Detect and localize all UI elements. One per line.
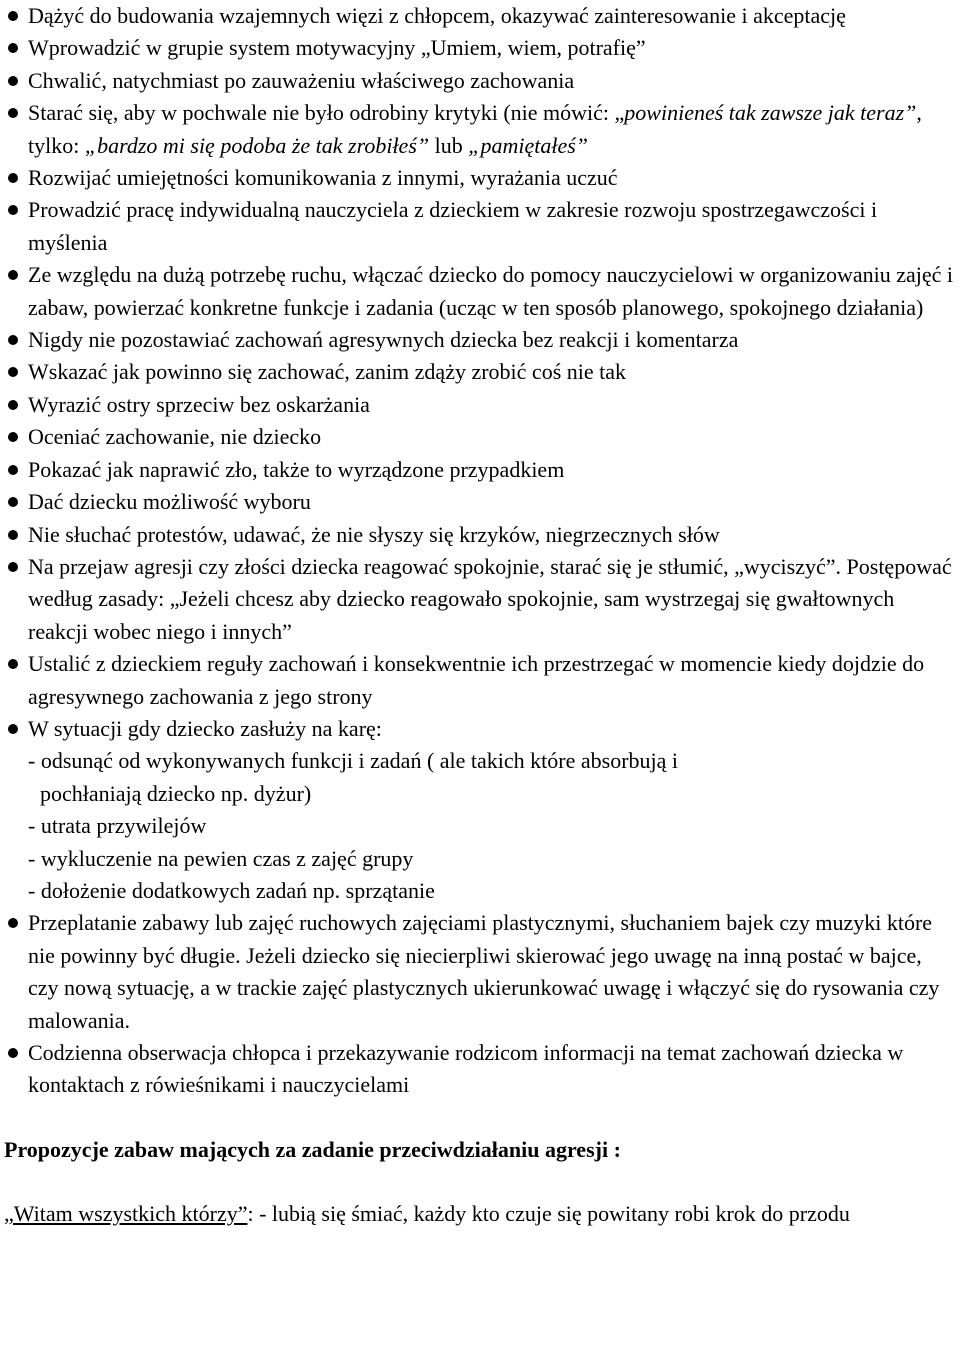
bullet-icon [8, 335, 18, 345]
bullet-icon [8, 465, 18, 475]
list-item: Ze względu na dużą potrzebę ruchu, włączać dziecko do pomocy nauczycielowi w organizowaniu zajęć i zabaw, powierzać konkretne funkcje i zadania (ucząc w ten sposób planowego, spokojnego działania) [4, 259, 956, 324]
penalty-item: - dołożenie dodatkowych zadań np. sprzątanie [28, 877, 435, 903]
penalty-item: - odsunąć od wykonywanych funkcji i zadań ( ale takich które absorbują i [28, 748, 679, 774]
penalty-item-continued: pochłaniają dziecko np. dyżur) [40, 780, 312, 806]
list-item: Prowadzić pracę indywidualną nauczyciela z dzieckiem w zakresie rozwoju spostrzegawczości i myślenia [4, 194, 956, 259]
list-item: Dążyć do budowania wzajemnych więzi z chłopcem, okazywać zainteresowanie i akceptację [4, 0, 956, 32]
list-item: Wyrazić ostry sprzeciw bez oskarżania [4, 389, 956, 421]
bullet-icon [8, 562, 18, 572]
list-item: Nie słuchać protestów, udawać, że nie słyszy się krzyków, niegrzecznych słów [4, 519, 956, 551]
bullet-icon [8, 367, 18, 377]
bullet-icon [8, 497, 18, 507]
game-text: : - lubią się śmiać, każdy kto czuje się powitany robi krok do przodu [247, 1201, 850, 1227]
bullet-icon [8, 11, 18, 21]
bullet-icon [8, 724, 18, 734]
bullet-icon [8, 1048, 18, 1058]
bullet-icon [8, 400, 18, 410]
guidelines-list [4, 0, 956, 745]
bullet-icon [8, 43, 18, 53]
bullet-icon [8, 205, 18, 215]
penalty-item: - utrata przywilejów [28, 813, 207, 839]
bullet-icon [8, 530, 18, 540]
list-item-praise: Starać się, aby w pochwale nie było odrobiny krytyki (nie mówić: „powinieneś tak zawsze jak teraz”, tylko: „bardzo mi się podoba że tak zrobiłeś” lub „pamiętałeś” [4, 97, 956, 162]
penalty-item: - wykluczenie na pewien czas z zajęć grupy [28, 845, 414, 871]
list-item: Przeplatanie zabawy lub zajęć ruchowych zajęciami plastycznymi, słuchaniem bajek czy muzyki które nie powinny być długie. Jeżeli dziecko się niecierpliwi skierować jego uwagę na inną postać w bajce, czy nową sytuację, a w trackie zajęć plastycznych ukierunkować uwagę i włączyć się do rysowania czy malowania. [4, 907, 956, 1037]
list-item: Rozwijać umiejętności komunikowania z innymi, wyrażania uczuć [4, 162, 956, 194]
list-item: Nigdy nie pozostawiać zachowań agresywnych dziecka bez reakcji i komentarza [4, 324, 956, 356]
bullet-icon [8, 108, 18, 118]
game-title: „Witam wszystkich którzy” [4, 1201, 248, 1227]
bullet-icon [8, 270, 18, 280]
game-description [4, 1198, 956, 1230]
bullet-icon [8, 76, 18, 86]
list-item-penalties: W sytuacji gdy dziecko zasłuży na karę: [4, 713, 956, 745]
list-item: Codzienna obserwacja chłopca i przekazywanie rodzicom informacji na temat zachowań dziecka w kontaktach z rówieśnikami i nauczycielami [4, 1037, 956, 1102]
bullet-icon [8, 918, 18, 928]
list-item: Oceniać zachowanie, nie dziecko [4, 421, 956, 453]
list-item: Pokazać jak naprawić zło, także to wyrządzone przypadkiem [4, 454, 956, 486]
bullet-icon [8, 432, 18, 442]
penalty-list [4, 745, 956, 907]
bullet-icon [8, 173, 18, 183]
list-item: Na przejaw agresji czy złości dziecka reagować spokojnie, starać się je stłumić, „wyciszyć”. Postępować według zasady: „Jeżeli chcesz aby dziecko reagowało spokojnie, sam wystrzegaj się gwałtownych reakcji wobec niego i innych” [4, 551, 956, 648]
section-heading: Propozycje zabaw mających za zadanie przeciwdziałaniu agresji : [4, 1136, 621, 1162]
bullet-icon [8, 659, 18, 669]
guidelines-list-continued [4, 907, 956, 1101]
list-item: Ustalić z dzieckiem reguły zachowań i konsekwentnie ich przestrzegać w momencie kiedy dojdzie do agresywnego zachowania z jego strony [4, 648, 956, 713]
list-item: Wskazać jak powinno się zachować, zanim zdąży zrobić coś nie tak [4, 356, 956, 388]
list-item: Chwalić, natychmiast po zauważeniu właściwego zachowania [4, 65, 956, 97]
list-item: Dać dziecku możliwość wyboru [4, 486, 956, 518]
list-item: Wprowadzić w grupie system motywacyjny „Umiem, wiem, potrafię” [4, 32, 956, 64]
